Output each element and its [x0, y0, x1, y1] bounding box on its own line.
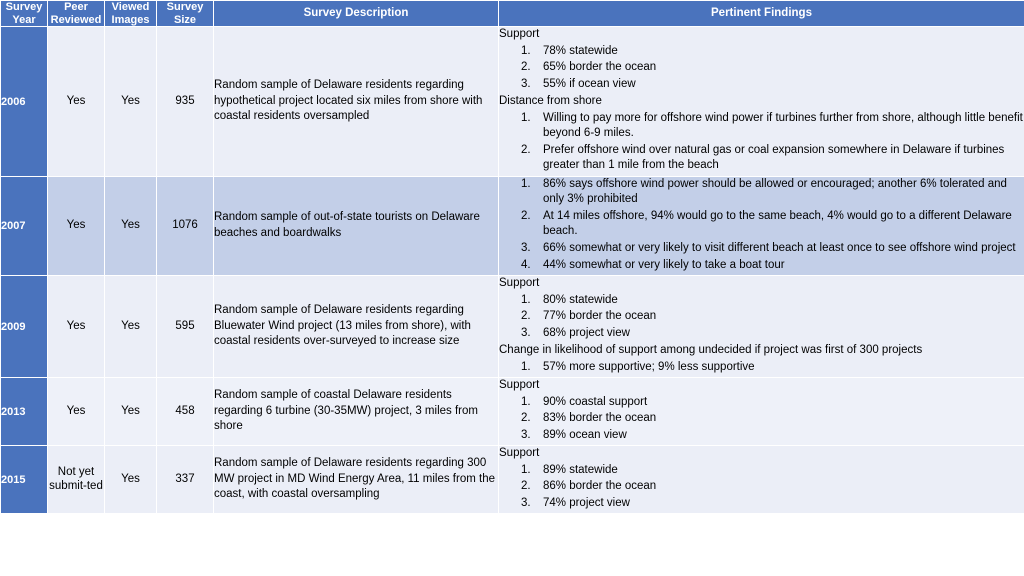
findings-heading: Support — [499, 28, 540, 41]
header-pertinent-findings: Pertinent Findings — [499, 1, 1024, 27]
cell-viewed-images: Yes — [105, 176, 157, 275]
cell-survey-year: 2009 — [1, 276, 48, 378]
findings-list-item: 68% project view — [543, 326, 630, 339]
findings-list — [499, 177, 1024, 273]
findings-list-item: 55% if ocean view — [543, 77, 636, 90]
table-row — [1, 27, 1024, 177]
findings-list-item: 65% border the ocean — [543, 61, 657, 74]
header-survey-description: Survey Description — [214, 1, 499, 27]
findings-list-item: 78% statewide — [543, 44, 618, 57]
cell-peer-reviewed: Yes — [48, 176, 105, 275]
cell-survey-description: Random sample of Delaware residents regarding hypothetical project located six miles from shore with coastal residents oversampled — [214, 27, 499, 177]
cell-pertinent-findings — [499, 276, 1024, 378]
findings-list-item: At 14 miles offshore, 94% would go to the same beach, 4% would go to a different Delaware beach. — [543, 209, 1012, 238]
table-header-row — [1, 1, 1024, 27]
cell-peer-reviewed: Yes — [48, 276, 105, 378]
findings-heading: Support — [499, 277, 540, 290]
table-row — [1, 276, 1024, 378]
table-row — [1, 378, 1024, 446]
cell-pertinent-findings — [499, 27, 1024, 177]
cell-peer-reviewed: Yes — [48, 378, 105, 446]
cell-survey-description: Random sample of coastal Delaware residents regarding 6 turbine (30-35MW) project, 3 miles from shore — [214, 378, 499, 446]
findings-list-item: 89% statewide — [543, 463, 618, 476]
findings-list — [499, 360, 1024, 376]
findings-list — [499, 395, 1024, 444]
findings-list-item: Willing to pay more for offshore wind power if turbines further from shore, although little benefit beyond 6-9 miles. — [543, 111, 1023, 140]
cell-survey-size: 935 — [157, 27, 214, 177]
findings-list-item: 86% border the ocean — [543, 480, 657, 493]
findings-heading: Distance from shore — [499, 95, 602, 108]
cell-survey-description: Random sample of out-of-state tourists on Delaware beaches and boardwalks — [214, 176, 499, 275]
cell-pertinent-findings — [499, 446, 1024, 514]
findings-list-item: 57% more supportive; 9% less supportive — [543, 360, 755, 373]
findings-list-item: 90% coastal support — [543, 395, 648, 408]
findings-list-item: 77% border the ocean — [543, 310, 657, 323]
findings-heading: Support — [499, 379, 540, 392]
findings-list — [499, 463, 1024, 512]
header-viewed-images: Viewed Images — [105, 1, 157, 27]
findings-heading: Change in likelihood of support among undecided if project was first of 300 projects — [499, 344, 923, 357]
findings-list-item: 89% ocean view — [543, 428, 627, 441]
findings-heading: Support — [499, 447, 540, 460]
cell-survey-year: 2006 — [1, 27, 48, 177]
findings-list — [499, 44, 1024, 93]
table-row — [1, 446, 1024, 514]
table-row — [1, 176, 1024, 275]
findings-list-item: Prefer offshore wind over natural gas or coal expansion somewhere in Delaware if turbines greater than 1 mile from the beach — [543, 143, 1005, 172]
cell-peer-reviewed: Not yet submit-ted — [48, 446, 105, 514]
cell-survey-year: 2013 — [1, 378, 48, 446]
findings-list-item: 74% project view — [543, 496, 630, 509]
header-survey-year: Survey Year — [1, 1, 48, 27]
header-survey-size: Survey Size — [157, 1, 214, 27]
header-peer-reviewed: Peer Reviewed — [48, 1, 105, 27]
cell-survey-size: 1076 — [157, 176, 214, 275]
cell-viewed-images: Yes — [105, 27, 157, 177]
cell-pertinent-findings — [499, 176, 1024, 275]
cell-survey-size: 337 — [157, 446, 214, 514]
cell-peer-reviewed: Yes — [48, 27, 105, 177]
cell-survey-description: Random sample of Delaware residents regarding Bluewater Wind project (13 miles from shore), with coastal residents over-surveyed to increase size — [214, 276, 499, 378]
findings-list — [499, 293, 1024, 342]
cell-survey-size: 458 — [157, 378, 214, 446]
findings-list-item: 44% somewhat or very likely to take a boat tour — [543, 258, 785, 271]
cell-survey-year: 2007 — [1, 176, 48, 275]
cell-viewed-images: Yes — [105, 276, 157, 378]
findings-list-item: 83% border the ocean — [543, 412, 657, 425]
cell-viewed-images: Yes — [105, 378, 157, 446]
cell-pertinent-findings — [499, 378, 1024, 446]
cell-survey-description: Random sample of Delaware residents regarding 300 MW project in MD Wind Energy Area, 11 miles from the coast, with coastal oversampling — [214, 446, 499, 514]
table-body — [1, 27, 1024, 514]
findings-list-item: 66% somewhat or very likely to visit different beach at least once to see offshore wind project — [543, 241, 1016, 254]
cell-viewed-images: Yes — [105, 446, 157, 514]
findings-list-item: 86% says offshore wind power should be allowed or encouraged; another 6% tolerated and only 3% prohibited — [543, 177, 1007, 206]
findings-list — [499, 111, 1024, 174]
cell-survey-size: 595 — [157, 276, 214, 378]
findings-list-item: 80% statewide — [543, 293, 618, 306]
cell-survey-year: 2015 — [1, 446, 48, 514]
